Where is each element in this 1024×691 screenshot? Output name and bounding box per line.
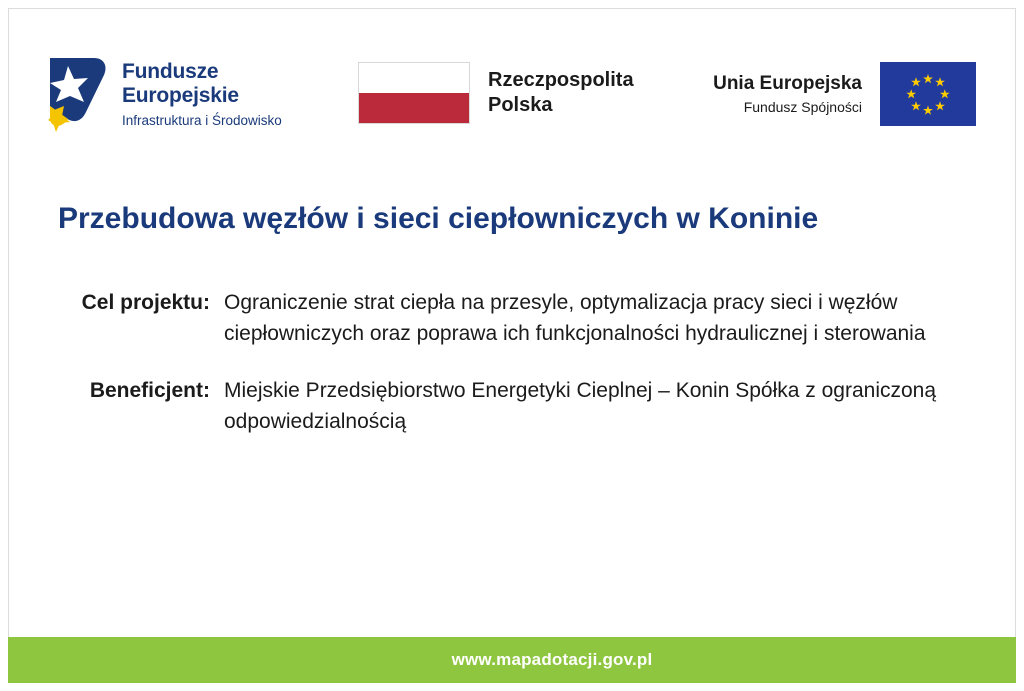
info-value-cel-projektu: Ograniczenie strat ciepła na przesyle, optymalizacja pracy sieci i węzłów ciepłowniczych oraz poprawa ich funkcjonalności hydraulicznej i sterowania (224, 291, 926, 345)
fe-line2: Europejskie (122, 84, 239, 107)
ue-title: Unia Europejska (713, 72, 862, 94)
unia-europejska-text (713, 72, 862, 117)
info-label-cel-projektu: Cel projektu: (81, 291, 210, 314)
ue-subtitle: Fundusz Spójności (743, 98, 862, 115)
footer-bar (8, 637, 1016, 683)
logo-unia-europejska (713, 62, 976, 126)
footer-content (88, 637, 1016, 683)
info-label-beneficjent: Beneficjent: (89, 379, 210, 402)
rp-line1: Rzeczpospolita (488, 69, 634, 91)
footer-url-link[interactable]: www.mapadotacji.gov.pl (451, 650, 653, 669)
fe-subtitle: Infrastruktura i Środowisko (122, 113, 282, 128)
rp-line2: Polska (488, 94, 553, 116)
page-title: Przebudowa węzłów i sieci ciepłowniczych w Koninie (58, 202, 819, 235)
rzeczpospolita-polska-text (488, 68, 634, 118)
footer-accent-block (8, 637, 88, 683)
fe-line1: Fundusze (122, 60, 219, 83)
info-row-beneficjent (52, 375, 962, 437)
logo-rzeczpospolita-polska (358, 62, 634, 124)
logo-strip (0, 46, 1024, 142)
poland-flag-icon (358, 62, 470, 124)
info-value-beneficjent: Miejskie Przedsiębiorstwo Energetyki Cieplnej – Konin Spółka z ograniczoną odpowiedzialnością (224, 379, 937, 433)
project-info (52, 287, 962, 463)
logo-fundusze-europejskie (48, 56, 282, 132)
fundusze-europejskie-text (122, 56, 282, 129)
info-row-cel-projektu (52, 287, 962, 349)
european-union-flag-icon (880, 62, 976, 126)
fundusze-europejskie-star-mark (48, 56, 110, 132)
